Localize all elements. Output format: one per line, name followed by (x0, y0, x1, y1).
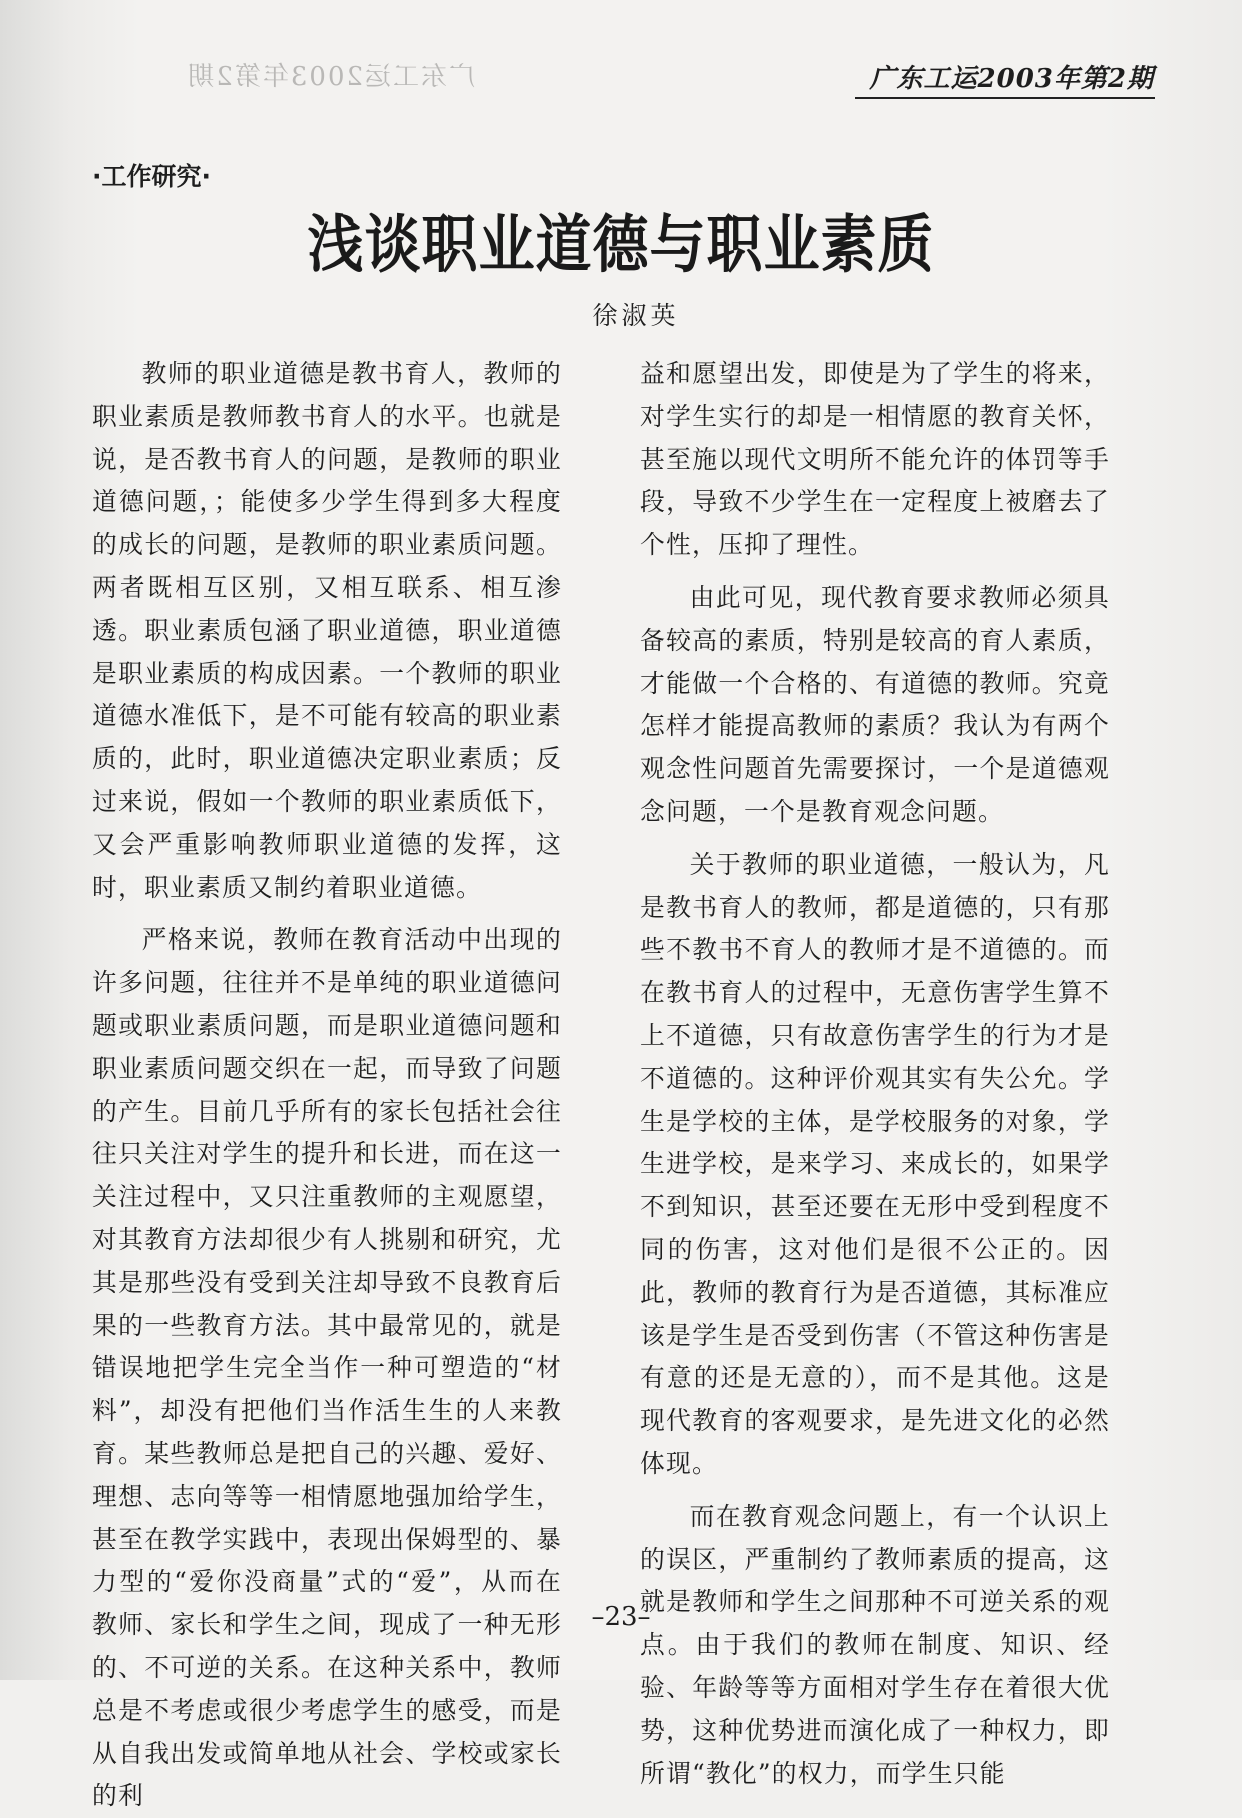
paragraph: 严格来说，教师在教育活动中出现的许多问题，往往并不是单纯的职业道德问题或职业素质问题，而是职业道德问题和职业素质问题交织在一起，而导致了问题的产生。目前几乎所有的家长包括社会往往只关注对学生的提升和长进，而在这一关注过程中，又只注重教师的主观愿望，对其教育方法却很少有人挑剔和研究，尤其是那些没有受到关注却导致不良教育后果的一些教育方法。其中最常见的，就是错误地把学生完全当作一种可塑造的“材料”，却没有把他们当作活生生的人来教育。某些教师总是把自己的兴趣、爱好、理想、志向等等一相情愿地强加给学生，甚至在教学实践中，表现出保姆型的、暴力型的“爱你没商量”式的“爱”，从而在教师、家长和学生之间，现成了一种无形的、不可逆的关系。在这种关系中，教师总是不考虑或很少考虑学生的感受，而是从自我出发或简单地从社会、学校或家长的利 (92, 925, 562, 1811)
section-tag: ·工作研究· (92, 162, 211, 191)
paragraph: 而在教育观念问题上，有一个认识上的误区，严重制约了教师素质的提高，这就是教师和学生之间那种不可逆关系的观点。由于我们的教师在制度、知识、经验、年龄等等方面相对学生存在着很大优势，这种优势进而演化成了一种权力，即所谓“教化”的权力，而学生只能 (640, 1501, 1110, 1788)
paragraph: 关于教师的职业道德，一般认为，凡是教书育人的教师，都是道德的，只有那些不教书不育人的教师才是不道德的。而在教书育人的过程中，无意伤害学生算不上不道德，只有故意伤害学生的行为才是不道德的。这种评价观其实有失公允。学生是学校的主体，是学校服务的对象，学生进学校，是来学习、来成长的，如果学不到知识，甚至还要在无形中受到程度不同的伤害，这对他们是很不公正的。因此，教师的教育行为是否道德，其标准应该是学生是否受到伤害（不管这种伤害是有意的还是无意的），而不是其他。这是现代教育的客观要求，是先进文化的必然体现。 (640, 849, 1110, 1478)
left-column (92, 353, 562, 1818)
right-column (640, 353, 1110, 1795)
paragraph: 由此可见，现代教育要求教师必须具备较高的素质，特别是较高的育人素质，才能做一个合格的、有道德的教师。究竟怎样才能提高教师的素质？我认为有两个观念性问题首先需要探讨，一个是道德观念问题，一个是教育观念问题。 (640, 582, 1110, 826)
bleed-through-header: 广东工运2003年第2期 (186, 62, 475, 92)
author-name: 徐淑英 (592, 301, 680, 330)
article-title: 浅谈职业道德与职业素质 (307, 208, 935, 282)
paragraph-continuation: 益和愿望出发，即使是为了学生的将来，对学生实行的却是一相情愿的教育关怀，甚至施以现代文明所不能允许的体罚等手段，导致不少学生在一定程度上被磨去了个性，压抑了理性。 (640, 359, 1110, 560)
header-rule (855, 97, 1155, 99)
page-number: –23– (591, 1602, 651, 1632)
running-head: 广东工运2003年第2期 (869, 64, 1154, 94)
paragraph: 教师的职业道德是教书育人，教师的职业素质是教师教书育人的水平。也就是说，是否教书育人的问题，是教师的职业道德问题，；能使多少学生得到多大程度的成长的问题，是教师的职业素质问题。两者既相互区别，又相互联系、相互渗透。职业素质包涵了职业道德，职业道德是职业素质的构成因素。一个教师的职业道德水准低下，是不可能有较高的职业素质的，此时，职业道德决定职业素质；反过来说，假如一个教师的职业素质低下，又会严重影响教师职业道德的发挥，这时，职业素质又制约着职业道德。 (92, 359, 562, 902)
